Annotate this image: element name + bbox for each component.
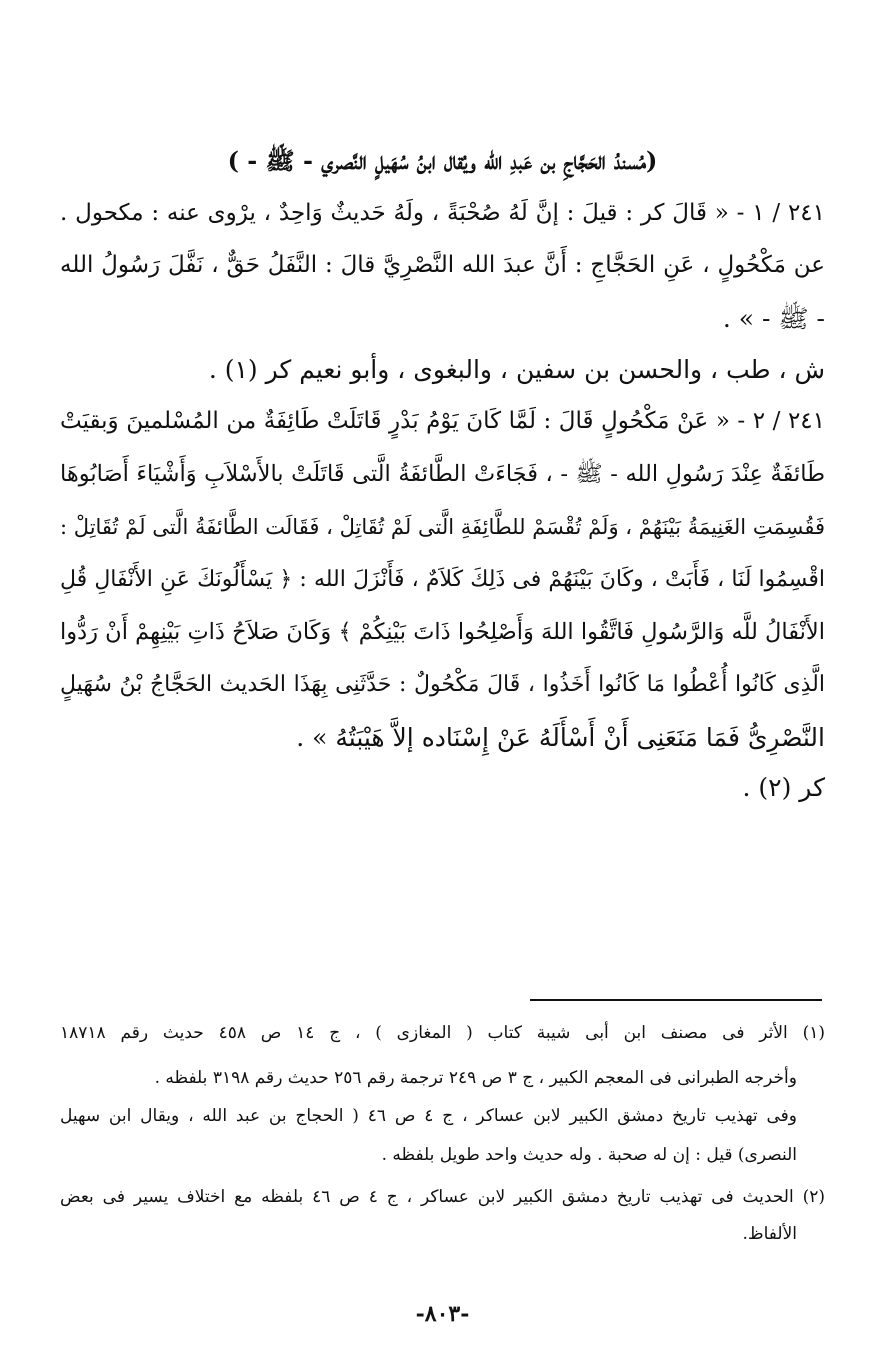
text-line: ش ، طب ، والحسن بن سفين ، والبغوى ، وأبو نعيم كر (١) .	[208, 355, 825, 384]
page-number: -٨٠٣-	[415, 1301, 470, 1327]
section-heading: (مُسندُ الحَجَّاجِ بن عَبدِ الله ويُقال ابنُ سُهَيلٍ النَّصري - ﷺ - )	[227, 146, 658, 175]
text-line: النَّصْرِىُّ فَمَا مَنَعَنِى أَنْ أَسْأَلَهُ عَنْ إِسْنَاده إلاَّ هَيْبَتُهُ » .	[296, 723, 825, 752]
footnote-line: (٢) الحديث فى تهذيب تاريخ دمشق الكبير لابن عساكر ، ج ٤ ص ٤٦ بلفظه مع اختلاف يسير فى بعض	[60, 1187, 825, 1207]
text-line: الأَنْفَالُ للَّه وَالرَّسُولِ فَاتَّقُوا اللهَ وَأَصْلِحُوا ذَاتَ بَيْنِكُمْ ﴾ وَكَانَ صَلاَحُ ذَاتِ بَيْنِهِمْ أَنْ رَدُّوا	[60, 619, 825, 645]
text-line: - ﷺ - » .	[722, 304, 825, 333]
footnote-line: وأخرجه الطبرانى فى المعجم الكبير ، ج ٣ ص ٢٤٩ ترجمة رقم ٢٥٦ حديث رقم ٣١٩٨ بلفظه .	[154, 1068, 797, 1088]
footnote-line: (١) الأثر فى مصنف ابن أبى شيبة كتاب ( المغازى ) ، ج ١٤ ص ٤٥٨ حديث رقم ١٨٧١٨	[60, 1023, 825, 1043]
text-line: كر (٢) .	[742, 773, 825, 802]
text-line: اقْسِمُوا لَنَا ، فَأَبَتْ ، وكَانَ بَيْنَهُمْ فى ذَلِكَ كَلاَمٌ ، فَأَنْزَلَ الله : ﴿ يَسْأَلُونَكَ عَنِ الأَنْفَالِ قُلِ	[60, 567, 825, 592]
text-line: فَقُسِمَتِ الغَنِيمَةُ بَيْنَهُمْ ، وَلَمْ تُقْسَمْ للطَّائِفَةِ الَّتى لَمْ تُقَاتِلْ ، فَقَالَت الطَّائفَةُ الَّتى لَمْ تُقَاتِلْ :	[60, 515, 825, 539]
text-line: عن مَكْحُولٍ ، عَنِ الحَجَّاجِ : أَنَّ عبدَ الله النَّصْرِيَّ قالَ : النَّفَلُ حَقٌّ ، نَفَّلَ رَسُولُ الله	[60, 252, 825, 278]
footnote-line: وفى تهذيب تاريخ دمشق الكبير لابن عساكر ، ج ٤ ص ٤٦ ( الحجاج بن عبد الله ، ويقال ابن سهيل	[60, 1106, 798, 1126]
text-line: ٢٤١ / ١ - « قَالَ كر : قيلَ : إنَّ لَهُ صُحْبَةً ، ولَهُ حَديثٌ وَاحِدٌ ، يرْوى عنه : مكحول .	[60, 200, 825, 226]
footnote-line: الألفاظ.	[742, 1224, 797, 1244]
text-line: الَّذِى كَانُوا أُعْطُوا مَا كَانُوا أَخَذُوا ، قَالَ مَكْحُولٌ : حَدَّثَنِى بِهَذَا الحَديث الحَجَّاجُ بْنُ سُهَيلٍ	[60, 672, 825, 697]
footnote-divider	[530, 999, 822, 1001]
text-line: ٢٤١ / ٢ - « عَنْ مَكْحُولٍ قَالَ : لَمَّا كَانَ يَوْمُ بَدْرٍ قَاتَلَتْ طَائِفَةٌ من المُسْلمينَ وَبقيَتْ	[60, 408, 826, 434]
footnote-line: النصرى) قيل : إن له صحبة . وله حديث واحد طويل بلفظه .	[381, 1145, 797, 1165]
text-line: طَائفَةٌ عِنْدَ رَسُولِ الله - ﷺ - ، فَجَاءَتْ الطَّائفَةُ الَّتى قَاتَلَتْ بالأَسْلاَبِ وَأَشْيَاءَ أَصَابُوهَا	[60, 461, 825, 487]
